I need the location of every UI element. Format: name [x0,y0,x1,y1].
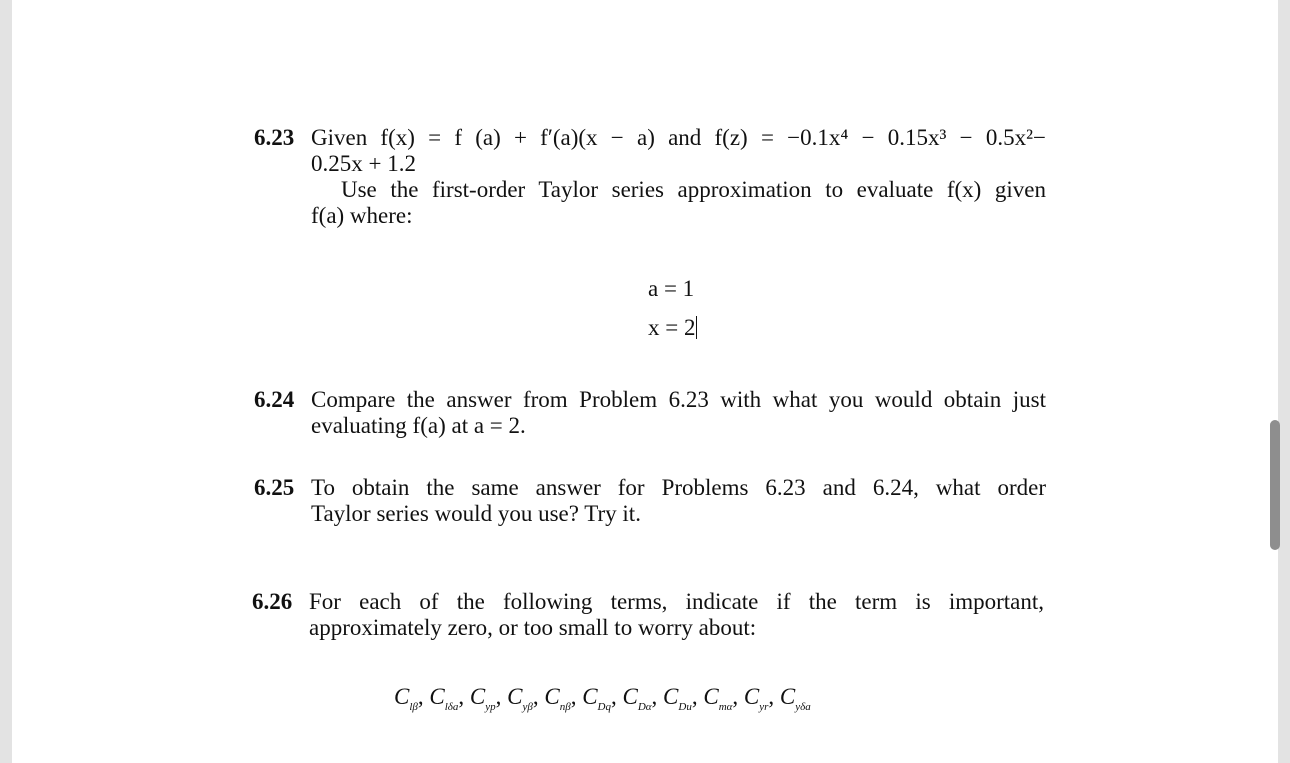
problem-6-26 [252,589,1044,641]
text-cursor [696,316,697,339]
document-page [12,0,1278,763]
coefficient-term: $C_{D\alpha}$ [622,684,652,713]
problem-text-line: f(a) where: [311,203,413,228]
coefficient-term: $C_{n\beta}$ [544,684,571,713]
problem-6-23 [254,125,1046,229]
problem-text-line: approximately zero, or too small to worry about: [309,615,757,640]
equation-a [648,276,694,302]
equation-text: x = 2 [648,315,696,340]
problem-number: 6.24 [254,387,295,412]
problem-6-24 [254,387,1046,439]
vertical-scrollbar-thumb[interactable] [1270,420,1280,550]
problem-6-25 [254,475,1046,527]
problem-text-line: Taylor series would you use? Try it. [311,501,641,526]
problem-text-line: 0.25x + 1.2 [311,151,416,176]
problem-text-line: evaluating f(a) at a = 2. [311,413,526,438]
equation-text: a = 1 [648,276,695,301]
coefficient-term: $C_{m\alpha}$ [703,684,733,713]
problem-number: 6.26 [252,589,293,614]
coefficient-term: $C_{Dq}$ [582,684,611,713]
problem-number: 6.25 [254,475,295,500]
problem-text-line: Given f(x) = f (a) + f′(a)(x − a) and f(z) = −0.1x⁴ − 0.15x³ − 0.5x²− [311,125,1046,150]
coefficient-term: $C_{y\delta a}$ [779,684,811,713]
coefficient-term: $C_{l\delta a}$ [429,684,459,713]
coefficient-term: $C_{yp}$ [469,684,496,713]
coefficient-term: $C_{yr}$ [743,684,769,713]
problem-text-line: Use the first-order Taylor series approximation to evaluate f(x) given [341,177,1046,202]
equation-x [648,315,697,341]
problem-number: 6.23 [254,125,295,150]
problem-text-line: For each of the following terms, indicate if the term is important, [309,589,1044,614]
coefficient-list: $C_{l\beta}$, $C_{l\delta a}$, $C_{yp}$, $C_{y\beta}$, $C_{n\beta}$, $C_{Dq}$, $C_{D\alpha}$, $C_{Du}$, $C_{m\alpha}$, $C_{yr}$, $C_{y\delta a}$ [394,684,811,713]
problem-text-line: To obtain the same answer for Problems 6.23 and 6.24, what order [311,475,1046,500]
coefficient-term: $C_{y\beta}$ [507,684,533,713]
coefficient-term: $C_{Du}$ [663,684,692,713]
problem-text-line: Compare the answer from Problem 6.23 with what you would obtain just [311,387,1046,412]
coefficient-term: $C_{l\beta}$ [394,684,418,713]
